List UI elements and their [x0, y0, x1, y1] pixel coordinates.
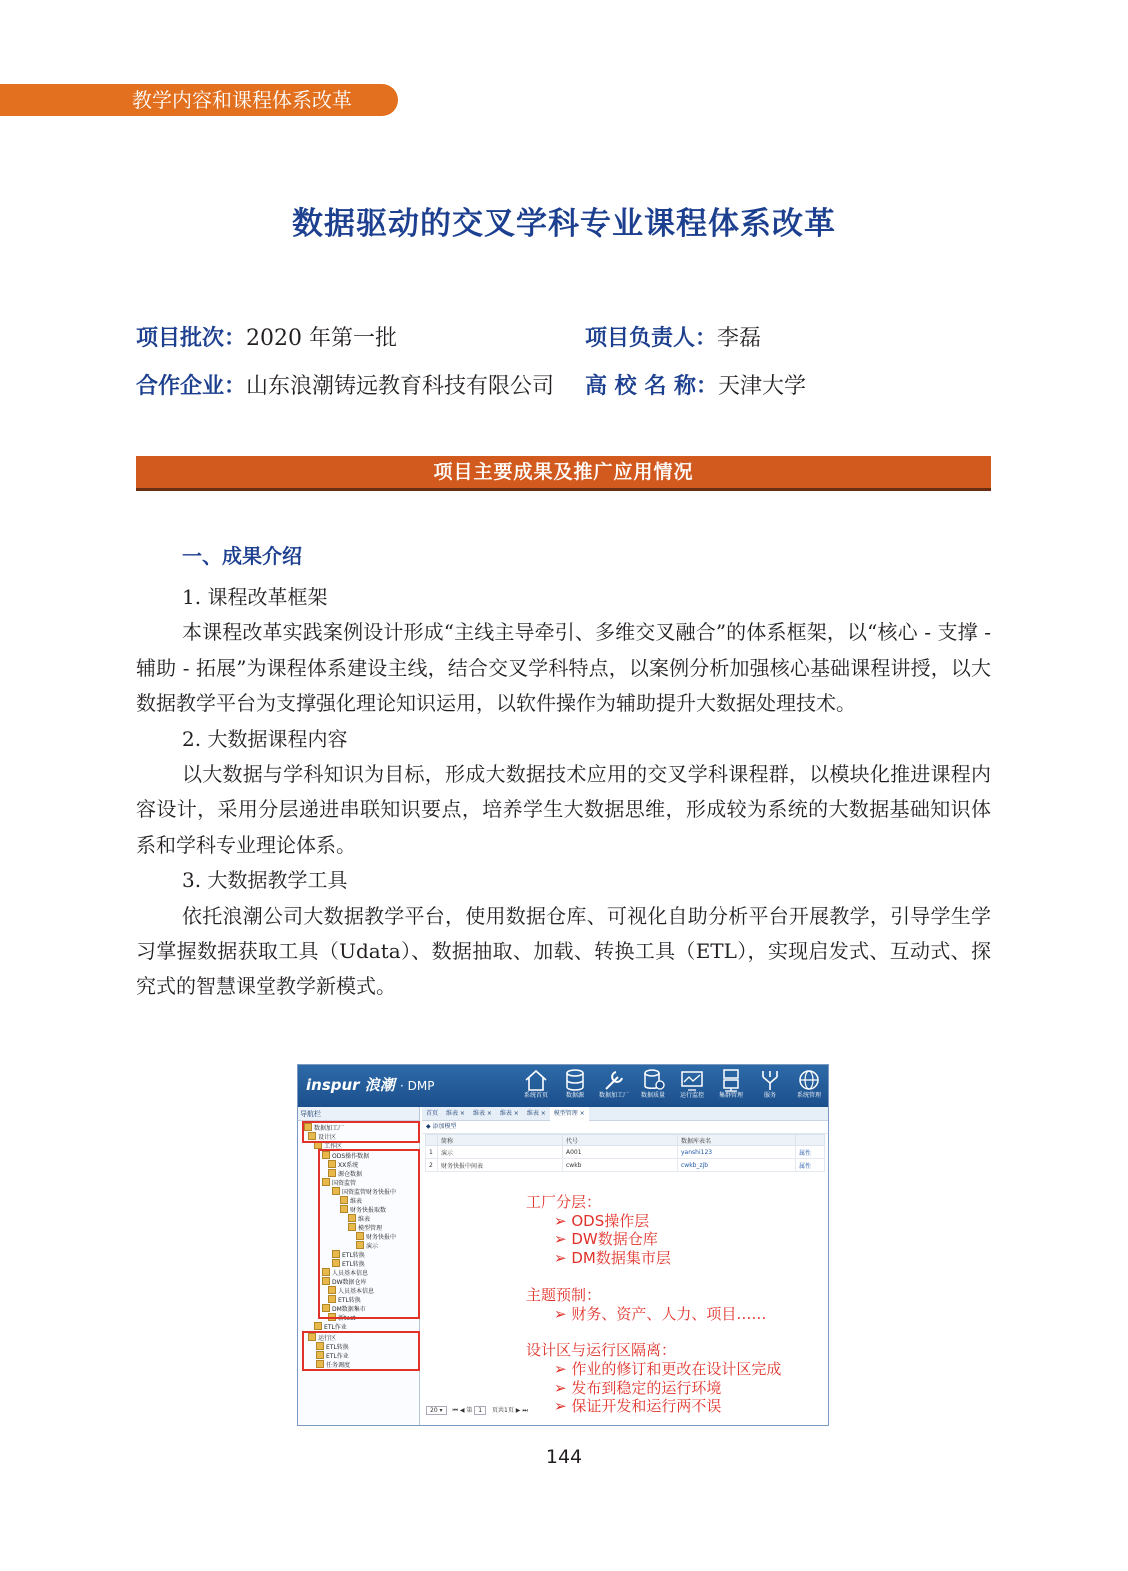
monitor-icon	[672, 1068, 712, 1092]
tree-node[interactable]: 工作区	[314, 1141, 342, 1151]
database-icon	[555, 1068, 595, 1092]
note-item: ➢ 保证开发和运行两不误	[554, 1397, 722, 1416]
dmp-screenshot-figure	[297, 1064, 829, 1426]
tree-node[interactable]: ODS操作数据	[322, 1151, 369, 1161]
nav-quality[interactable]: 数据质量	[633, 1068, 673, 1100]
pagination: 20 ▾ ⏮ ◀ 第 1 页共1页 ▶ ⏭	[426, 1405, 528, 1415]
note-item: ➢ 发布到稳定的运行环境	[554, 1378, 722, 1397]
tree-node[interactable]: ETL作业	[316, 1351, 349, 1361]
tab-dim[interactable]: 维表 ×	[499, 1110, 519, 1117]
company-label: 合作企业：	[136, 374, 247, 399]
globe-icon	[789, 1068, 829, 1092]
service-icon	[750, 1068, 790, 1092]
quality-icon	[633, 1068, 673, 1092]
last-page-icon[interactable]: ⏭	[522, 1407, 528, 1414]
tab-bar	[422, 1107, 828, 1121]
app-header	[298, 1065, 828, 1107]
tree-node[interactable]: DM数据集市	[322, 1304, 366, 1314]
section-header-tab: 教学内容和课程体系改革	[0, 84, 398, 116]
tree-node[interactable]: ETL转换	[332, 1250, 365, 1260]
first-page-icon[interactable]: ⏮	[452, 1407, 458, 1414]
meta-school	[585, 370, 991, 404]
paragraph: 本课程改革实践案例设计形成“主线主导牵引、多维交叉融合”的体系框架，以“核心 - 支撑 - 辅助 - 拓展”为课程体系建设主线，结合交叉学科特点，以案例分析加强核心基础课程讲授，以大数据教学平台为支撑强化理论知识运用，以软件操作为辅助提升大数据处理技术。	[136, 620, 991, 716]
note-item: ➢ DW数据仓库	[554, 1230, 658, 1249]
note-item: ➢ ODS操作层	[554, 1211, 650, 1230]
brand-cn: 浪潮	[364, 1076, 395, 1094]
annotation-notes	[526, 1193, 826, 1416]
cluster-icon	[711, 1068, 751, 1092]
wrench-icon	[594, 1068, 634, 1092]
body-text	[136, 580, 991, 1005]
brand-suffix: · DMP	[400, 1079, 435, 1093]
school-label: 高 校 名 称：	[585, 374, 718, 399]
subheading: 3. 大数据教学工具	[182, 868, 348, 893]
highlight-box	[302, 1121, 420, 1143]
nav-tree	[298, 1107, 420, 1425]
section-bar: 项目主要成果及推广应用情况	[136, 456, 991, 491]
tab-dim[interactable]: 维表 ×	[526, 1110, 546, 1117]
tree-node[interactable]: ETL转换	[328, 1295, 361, 1305]
meta-company	[136, 370, 576, 404]
subheading: 1. 课程改革框架	[182, 585, 328, 609]
tree-node[interactable]: 源仓数据	[328, 1169, 362, 1179]
table-header-row	[426, 1135, 825, 1146]
school-value: 天津大学	[717, 374, 806, 399]
paragraph: 以大数据与学科知识为目标，形成大数据技术应用的交叉学科课程群，以模块化推进课程内容设计，采用分层递进串联知识要点，培养学生大数据思维，形成较为系统的大数据基础知识体系和学科专业理论体系。	[136, 762, 991, 857]
column-header: 代号	[563, 1135, 678, 1146]
tab-model-management[interactable]: 模型管理 ×	[550, 1107, 589, 1121]
tree-header: 导航栏	[298, 1107, 419, 1121]
meta-batch	[136, 322, 576, 356]
tree-node[interactable]: 设计区	[308, 1132, 336, 1142]
column-header: 简称	[438, 1135, 563, 1146]
tab-dim[interactable]: 维表 ×	[446, 1110, 465, 1117]
prev-page-icon[interactable]: ◀	[459, 1407, 465, 1414]
column-header: 数据库表名	[678, 1135, 796, 1146]
column-header	[426, 1135, 438, 1146]
tree-node[interactable]: 任务调度	[316, 1360, 350, 1370]
nav-factory[interactable]: 数据加工厂	[594, 1068, 634, 1100]
tree-node[interactable]: 国资监管财务快报中	[332, 1187, 396, 1197]
home-icon	[516, 1068, 556, 1092]
note-heading: 主题预制：	[526, 1285, 602, 1304]
tree-node[interactable]: 人员基本信息	[328, 1286, 374, 1296]
column-header	[796, 1135, 825, 1146]
note-heading: 设计区与运行区隔离：	[526, 1341, 677, 1360]
company-value: 山东浪潮铸远教育科技有限公司	[246, 374, 555, 399]
leader-value: 李磊	[717, 326, 762, 351]
highlight-box	[302, 1331, 420, 1371]
tree-node[interactable]: 人员基本信息	[322, 1268, 368, 1278]
note-heading: 工厂分层：	[526, 1193, 602, 1211]
tree-node[interactable]: 维表	[348, 1214, 370, 1224]
tree-node[interactable]: XX系统	[328, 1160, 358, 1170]
note-item: ➢ 作业的修订和更改在设计区完成	[554, 1359, 782, 1378]
page-number: 144	[545, 1446, 583, 1468]
top-nav	[516, 1068, 828, 1106]
tree-node[interactable]: ETL转换	[332, 1259, 365, 1269]
section-heading: 一、成果介绍	[182, 544, 302, 568]
next-page-icon[interactable]: ▶	[515, 1407, 521, 1414]
model-table	[425, 1134, 825, 1172]
paragraph: 依托浪潮公司大数据教学平台，使用数据仓库、可视化自助分析平台开展教学，引导学生学习掌握数据获取工具（Udata）、数据抽取、加载、转换工具（ETL），实现启发式、互动式、探究式的智慧课堂教学新模式。	[136, 903, 991, 999]
nav-service[interactable]: 服务	[750, 1068, 790, 1100]
brand-name: inspur	[306, 1076, 360, 1094]
nav-sysadmin[interactable]: 系统管理	[789, 1068, 829, 1100]
tree-node[interactable]: 新test	[328, 1313, 356, 1323]
tree-node[interactable]: 演示	[356, 1241, 378, 1251]
nav-datasource[interactable]: 数据源	[555, 1068, 595, 1100]
tree-node[interactable]: ETL转换	[316, 1342, 349, 1352]
tree-node[interactable]: 维表	[340, 1196, 362, 1206]
note-item: ➢ 财务、资产、人力、项目……	[554, 1304, 767, 1323]
brand-logo	[306, 1074, 435, 1095]
page-size-select[interactable]: 20 ▾	[426, 1406, 447, 1415]
tree-node[interactable]: 财务快报取数	[340, 1205, 386, 1215]
tab-home[interactable]: 首页	[426, 1110, 439, 1117]
subheading: 2. 大数据课程内容	[182, 726, 348, 751]
table-row[interactable]: 2 财务快报中间表 cwkb cwkb_zjb 属性	[426, 1159, 825, 1172]
tree-node[interactable]: 数据加工厂	[304, 1123, 344, 1133]
nav-home[interactable]: 系统首页	[516, 1068, 556, 1100]
tree-node[interactable]: 模型管理	[348, 1223, 382, 1233]
table-row[interactable]: 1 演示 A001 yanshi123 属性	[426, 1146, 825, 1159]
tree-node[interactable]: DW数据仓库	[322, 1277, 367, 1287]
note-item: ➢ DM数据集市层	[554, 1249, 671, 1268]
tree-node[interactable]: 国资监管	[322, 1178, 356, 1188]
highlight-box	[318, 1149, 420, 1319]
main-panel	[422, 1107, 828, 1425]
tab-dim[interactable]: 维表 ×	[472, 1110, 492, 1117]
nav-cluster[interactable]: 集群管理	[711, 1068, 751, 1100]
nav-monitor[interactable]: 运行监控	[672, 1068, 712, 1100]
add-model-button[interactable]: ◆ 添加模型	[422, 1121, 828, 1134]
meta-leader	[585, 322, 991, 356]
tree-node[interactable]: 运行区	[308, 1333, 336, 1343]
page-title: 数据驱动的交叉学科专业课程体系改革	[292, 206, 836, 242]
batch-value: 2020 年第一批	[246, 326, 397, 351]
tree-node[interactable]: 财务快报中	[356, 1232, 396, 1242]
tree-node[interactable]: ETL作业	[314, 1322, 347, 1332]
batch-label: 项目批次：	[136, 326, 247, 351]
page-input[interactable]: 1	[474, 1406, 486, 1415]
leader-label: 项目负责人：	[585, 326, 718, 351]
